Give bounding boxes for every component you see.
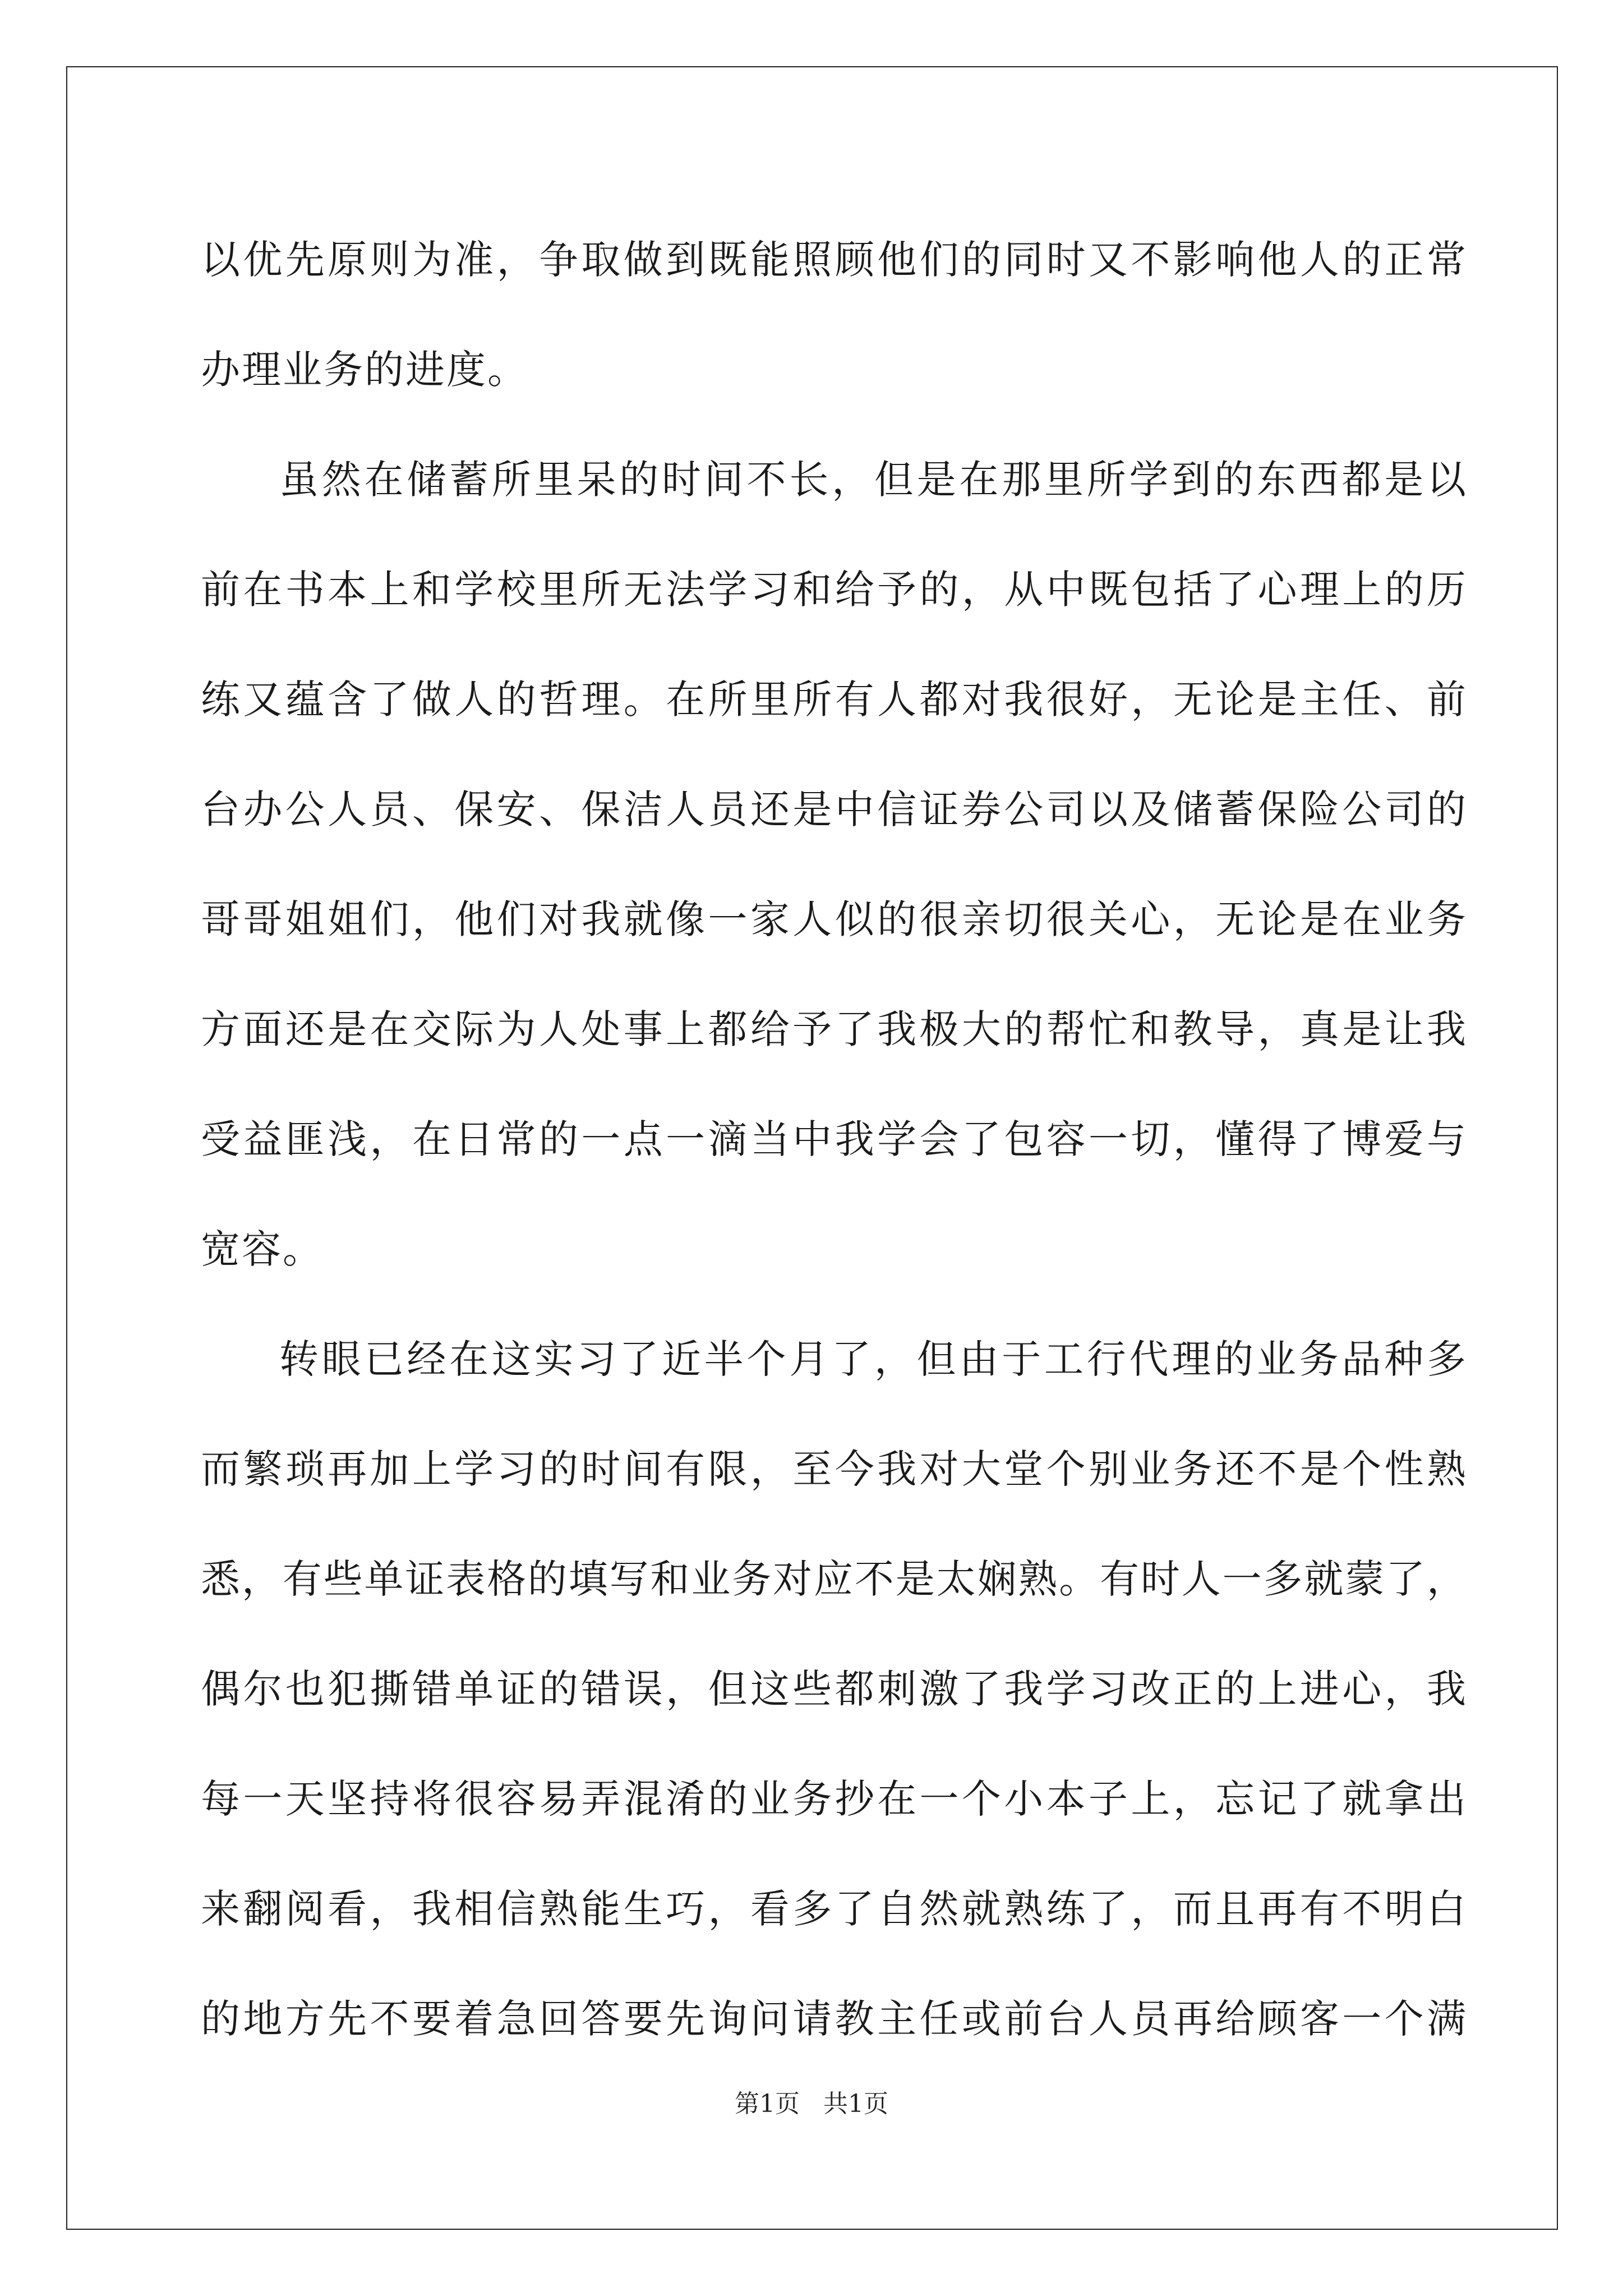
text-line: 办理业务的进度。 (201, 347, 528, 393)
text-line: 的地方先不要着急回答要先询问请教主任或前台人员再给顾客一个满 (201, 1996, 1466, 2042)
text-line: 悉，有些单证表格的填写和业务对应不是太娴熟。有时人一多就蒙了， (201, 1556, 1466, 1602)
page-number-footer: 第1页 共1页 (735, 2090, 888, 2118)
document-body (201, 205, 1466, 2074)
paragraph-start-line: 虽然在储蓄所里呆的时间不长，但是在那里所学到的东西都是以 (279, 457, 1466, 503)
text-line: 前在书本上和学校里所无法学习和给予的，从中既包括了心理上的历 (201, 567, 1466, 613)
text-line: 而繁琐再加上学习的时间有限，至今我对大堂个别业务还不是个性熟 (201, 1446, 1466, 1492)
paragraph-start-line: 转眼已经在这实习了近半个月了，但由于工行代理的业务品种多 (279, 1336, 1466, 1382)
text-line: 哥哥姐姐们，他们对我就像一家人似的很亲切很关心，无论是在业务 (201, 896, 1466, 942)
text-line: 台办公人员、保安、保洁人员还是中信证券公司以及储蓄保险公司的 (201, 786, 1466, 832)
text-line: 偶尔也犯撕错单证的错误，但这些都刺激了我学习改正的上进心，我 (201, 1666, 1466, 1712)
text-line: 宽容。 (201, 1226, 324, 1272)
text-line: 以优先原则为准，争取做到既能照顾他们的同时又不影响他人的正常 (201, 237, 1466, 283)
text-line: 方面还是在交际为人处事上都给予了我极大的帮忙和教导，真是让我 (201, 1006, 1466, 1052)
text-line: 每一天坚持将很容易弄混淆的业务抄在一个小本子上，忘记了就拿出 (201, 1776, 1466, 1822)
text-line: 练又蕴含了做人的哲理。在所里所有人都对我很好，无论是主任、前 (201, 677, 1466, 723)
text-line: 来翻阅看，我相信熟能生巧，看多了自然就熟练了，而且再有不明白 (201, 1886, 1466, 1932)
text-line: 受益匪浅，在日常的一点一滴当中我学会了包容一切，懂得了博爱与 (201, 1116, 1466, 1162)
